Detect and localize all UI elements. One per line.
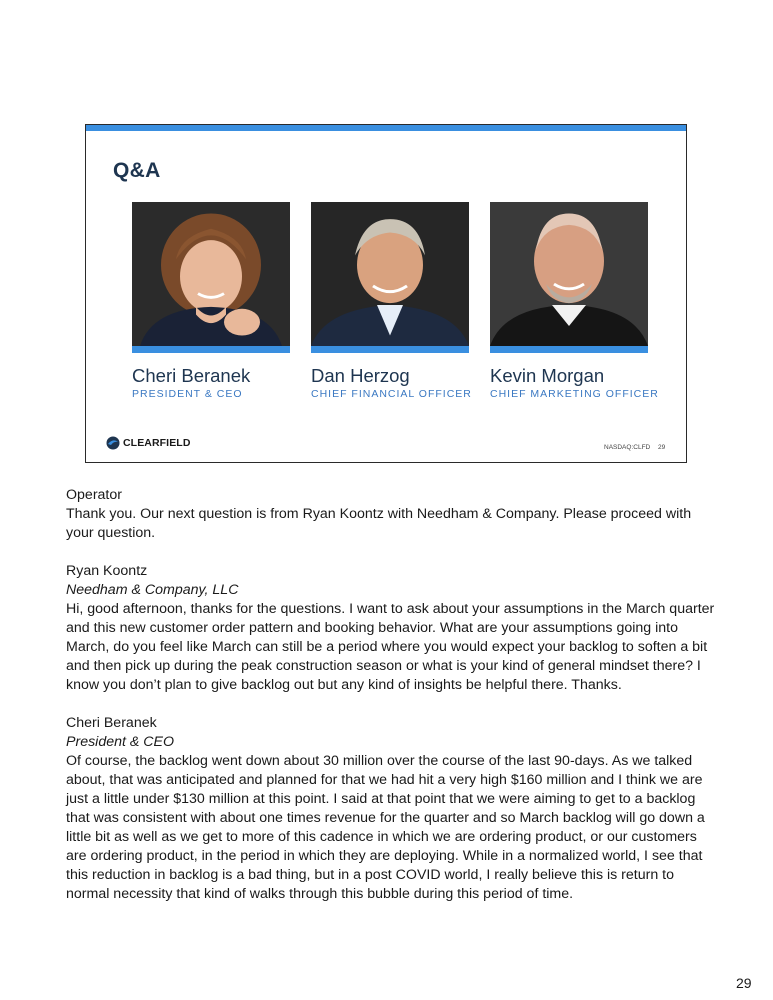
person-name: Dan Herzog	[311, 365, 410, 386]
portrait-photo	[490, 202, 648, 353]
qa-slide	[85, 124, 687, 463]
speaker-name: Ryan Koontz	[66, 563, 148, 579]
speech-paragraph: Hi, good afternoon, thanks for the questions. I want to ask about your assumptions in the March quarter and this new customer order pattern and booking behavior. What are your assumptions going into March, do you feel like March can still be a period where you would expect your backlog to soften a bit and then pick up during the peak construction season or what is your kind of general mindset there? I know you don’t plan to give backlog out but any kind of insights be helpful there. Thanks.	[66, 601, 715, 693]
ticker-symbol: NASDAQ:CLFD	[604, 444, 651, 451]
speaker-affiliation: President & CEO	[66, 734, 175, 750]
slide-number: 29	[658, 444, 666, 451]
slide-title: Q&A	[113, 159, 161, 182]
speech-paragraph: Of course, the backlog went down about 30 million over the course of the last 90-days. As we talked about, that was anticipated and planned for that we had hit a very high $160 million and I think we are just a little under $130 million at this point. I said at that point that we were aiming to get to a backlog that was consistent with about one times revenue for the quarter and so March backlog will go down a little bit as well as we get to more of this cadence in which we are ordering product, or our customers are ordering product, in the period in which they are deploying. While in a normalized world, I see that this reduction in backlog is a bad thing, but in a post COVID world, I really believe this is return to normal necessity that kind of walks through this bubble during this period of time.	[66, 753, 705, 902]
person-card-dan-herzog	[311, 202, 472, 400]
transcript-block	[66, 714, 716, 904]
portrait-photo	[132, 202, 290, 353]
person-name: Kevin Morgan	[490, 365, 605, 386]
person-name: Cheri Beranek	[132, 365, 251, 386]
clearfield-logo	[106, 436, 191, 450]
speaker-name: Cheri Beranek	[66, 715, 157, 731]
transcript	[66, 486, 716, 923]
person-card-cheri-beranek	[132, 202, 290, 400]
speaker-name: Operator	[66, 487, 122, 503]
speech-paragraph: Thank you. Our next question is from Ryan Koontz with Needham & Company. Please proceed with your question.	[66, 506, 692, 541]
speaker-affiliation: Needham & Company, LLC	[66, 582, 239, 598]
slide-accent-bar	[86, 125, 686, 131]
person-card-kevin-morgan	[490, 202, 659, 400]
person-title: CHIEF MARKETING OFFICER	[490, 388, 659, 400]
clearfield-logo-icon	[106, 436, 120, 450]
portrait-photo	[311, 202, 469, 353]
page-number: 29	[736, 975, 752, 991]
logo-text: CLEARFIELD	[123, 437, 191, 449]
person-title: PRESIDENT & CEO	[132, 388, 243, 400]
person-title: CHIEF FINANCIAL OFFICER	[311, 388, 472, 400]
transcript-block	[66, 562, 716, 695]
transcript-block	[66, 486, 716, 543]
